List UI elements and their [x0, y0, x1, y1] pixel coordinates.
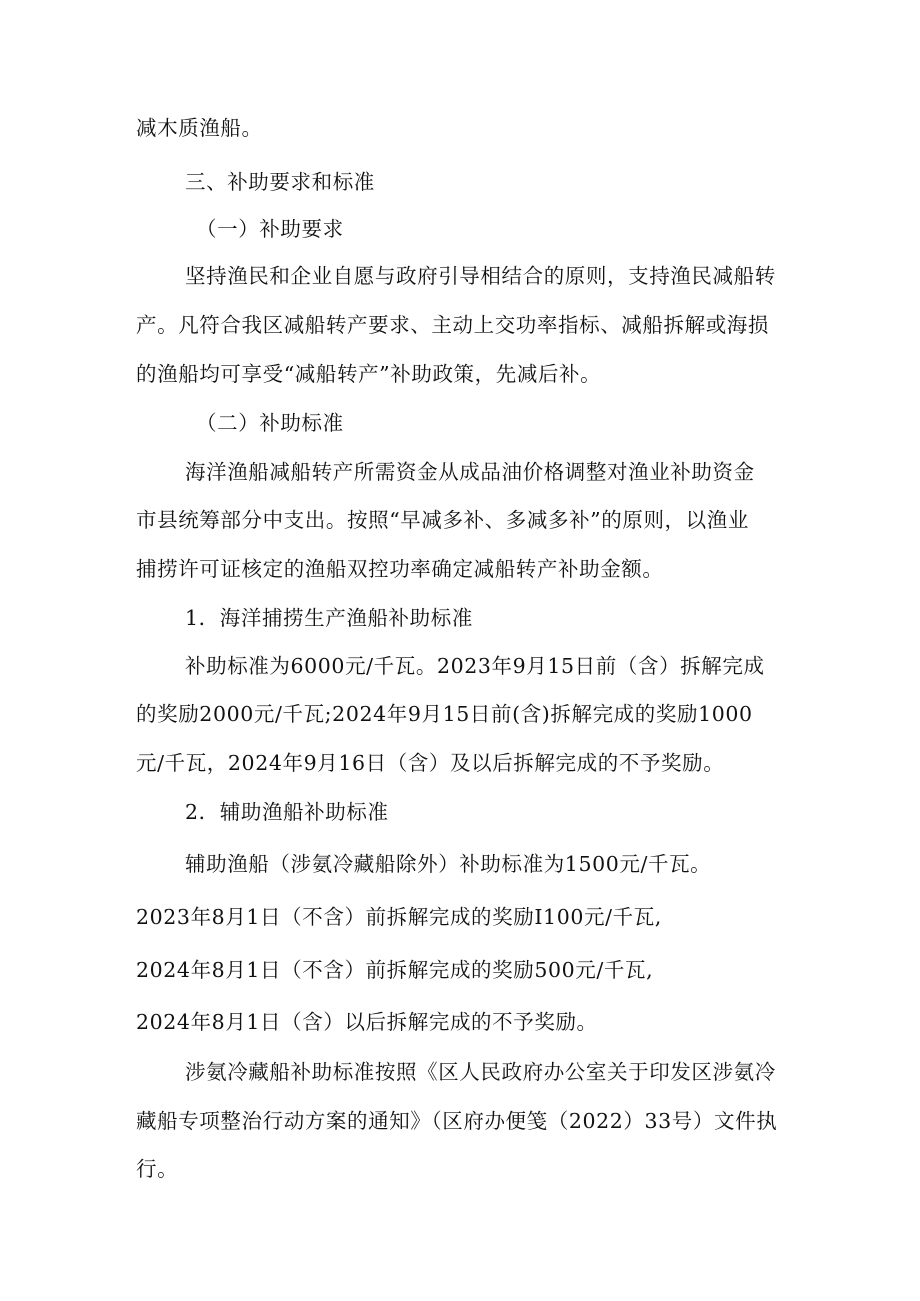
- paragraph-line: 的奖励2000元/千瓦;2024年9月15日前(含)拆解完成的奖励1000: [136, 702, 753, 726]
- paragraph-line: 辅助渔船（涉氨冷藏船除外）补助标准为1500元/千瓦。: [185, 852, 712, 876]
- paragraph-line: 2023年8月1日（不含）前拆解完成的奖励I100元/千瓦,: [136, 905, 662, 929]
- subsection-heading-1: （一）补助要求: [196, 217, 344, 241]
- paragraph-line: 的渔船均可享受“减船转产”补助政策，先减后补。: [136, 362, 602, 386]
- paragraph-continuation: 减木质渔船。: [136, 116, 263, 140]
- item-heading-1: 1．海洋捕捞生产渔船补助标准: [185, 606, 473, 630]
- subsection-heading-2: （二）补助标准: [196, 411, 344, 435]
- paragraph-line: 元/千瓦，2024年9月16日（含）及以后拆解完成的不予奖励。: [136, 751, 725, 775]
- paragraph-line: 坚持渔民和企业自愿与政府引导相结合的原则，支持渔民减船转: [185, 264, 776, 288]
- item-heading-2: 2．辅助渔船补助标准: [185, 800, 389, 824]
- paragraph-line: 涉氨冷藏船补助标准按照《区人民政府办公室关于印发区涉氨冷: [185, 1060, 776, 1084]
- paragraph-line: 2024年8月1日（不含）前拆解完成的奖励500元/千瓦,: [136, 958, 654, 982]
- section-heading-3: 三、补助要求和标准: [185, 170, 375, 194]
- paragraph-line: 补助标准为6000元/千瓦。2023年9月15日前（含）拆解完成: [185, 654, 765, 678]
- paragraph-line: 产。凡符合我区减船转产要求、主动上交功率指标、减船拆解或海损: [136, 313, 769, 337]
- paragraph-line: 2024年8月1日（含）以后拆解完成的不予奖励。: [136, 1010, 598, 1034]
- paragraph-line: 捕捞许可证核定的渔船双控功率确定减船转产补助金额。: [136, 557, 664, 581]
- paragraph-line: 行。: [136, 1157, 179, 1181]
- paragraph-line: 市县统筹部分中支出。按照“早减多补、多减多补”的原则，以渔业: [136, 508, 749, 532]
- paragraph-line: 藏船专项整治行动方案的通知》（区府办便笺（2022）33号）文件执: [136, 1109, 778, 1133]
- paragraph-line: 海洋渔船减船转产所需资金从成品油价格调整对渔业补助资金: [185, 460, 755, 484]
